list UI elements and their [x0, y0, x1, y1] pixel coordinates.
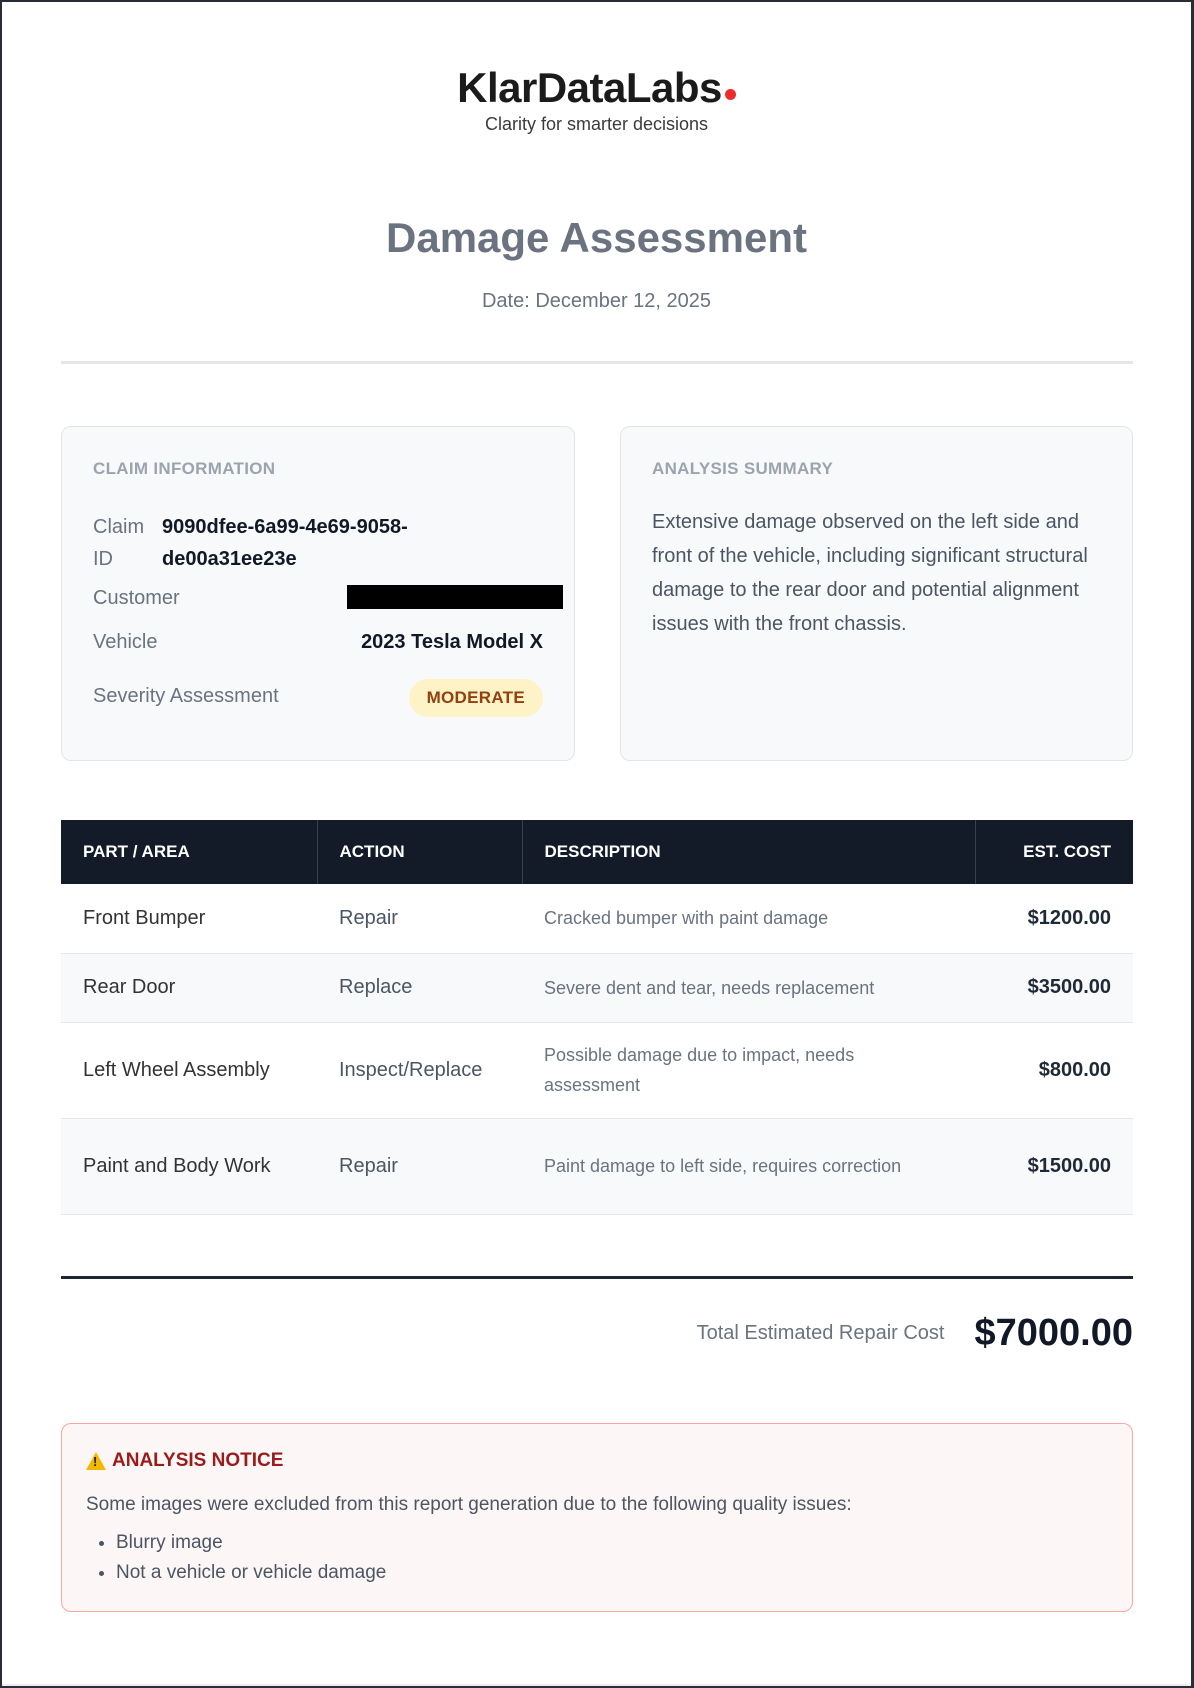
part-cell: Rear Door	[61, 953, 317, 1022]
analysis-summary-text: Extensive damage observed on the left side and front of the vehicle, including significant structural damage to the rear door and potential alignment issues with the front chassis.	[652, 511, 1088, 635]
part-cell: Paint and Body Work	[61, 1118, 317, 1214]
column-header-part: PART / AREA	[61, 820, 317, 884]
vehicle-value: 2023 Tesla Model X	[361, 631, 543, 653]
action-cell: Repair	[317, 1118, 522, 1214]
description-cell: Severe dent and tear, needs replacement	[522, 953, 975, 1022]
part-cell: Left Wheel Assembly	[61, 1022, 317, 1118]
brand-tagline: Clarity for smarter decisions	[484, 114, 709, 134]
brand-dot-icon	[725, 89, 736, 100]
brand-header	[2, 64, 1191, 135]
analysis-summary-heading: ANALYSIS SUMMARY	[652, 459, 834, 478]
report-page	[2, 2, 1191, 1686]
action-cell: Repair	[317, 884, 522, 953]
part-cell: Front Bumper	[61, 884, 317, 953]
total-value: $7000.00	[974, 1312, 1133, 1354]
description-cell: Paint damage to left side, requires correction	[522, 1118, 975, 1214]
brand-logo	[457, 64, 736, 112]
column-header-description: DESCRIPTION	[522, 820, 975, 884]
table-header-row	[61, 820, 1133, 884]
customer-value-redacted	[347, 585, 563, 609]
severity-badge: MODERATE	[409, 679, 543, 717]
notice-title: ANALYSIS NOTICE	[112, 1450, 284, 1471]
warning-icon	[86, 1452, 106, 1470]
severity-label: Severity Assessment	[93, 685, 279, 707]
cost-cell: $3500.00	[975, 953, 1133, 1022]
page-title: Damage Assessment	[386, 214, 807, 261]
description-cell: Cracked bumper with paint damage	[522, 884, 975, 953]
vehicle-label: Vehicle	[93, 631, 158, 653]
table-row	[61, 953, 1133, 1022]
brand-name: KlarDataLabs	[457, 64, 722, 111]
cost-cell: $1200.00	[975, 884, 1133, 953]
list-item: • Not a vehicle or vehicle damage	[116, 1558, 1108, 1588]
total-label: Total Estimated Repair Cost	[696, 1322, 945, 1344]
analysis-notice	[61, 1423, 1133, 1612]
customer-label: Customer	[93, 587, 180, 609]
column-header-action: ACTION	[317, 820, 522, 884]
claim-info-card	[61, 426, 575, 761]
total-section	[697, 1312, 1133, 1355]
action-cell: Inspect/Replace	[317, 1022, 522, 1118]
header-divider	[61, 361, 1133, 364]
table-row	[61, 884, 1133, 953]
notice-text: Some images were excluded from this report generation due to the following quality issues:	[86, 1494, 852, 1515]
cost-cell: $1500.00	[975, 1118, 1133, 1214]
claim-id-label: Claim ID	[93, 516, 145, 570]
notice-heading	[86, 1450, 1108, 1472]
report-date: Date: December 12, 2025	[481, 290, 712, 312]
total-divider	[61, 1276, 1133, 1279]
notice-issue-list	[86, 1528, 1108, 1588]
claim-id-value: 9090dfee-6a99-4e69-9058-de00a31ee23e	[162, 516, 408, 570]
cost-cell: $800.00	[975, 1022, 1133, 1118]
column-header-cost: EST. COST	[975, 820, 1133, 884]
list-item: • Blurry image	[116, 1528, 1108, 1558]
table-row	[61, 1118, 1133, 1214]
claim-info-heading: CLAIM INFORMATION	[93, 459, 276, 478]
action-cell: Replace	[317, 953, 522, 1022]
analysis-summary-card	[620, 426, 1133, 761]
damage-table	[61, 820, 1133, 1215]
table-row	[61, 1022, 1133, 1118]
description-cell: Possible damage due to impact, needs assessment	[522, 1022, 975, 1118]
